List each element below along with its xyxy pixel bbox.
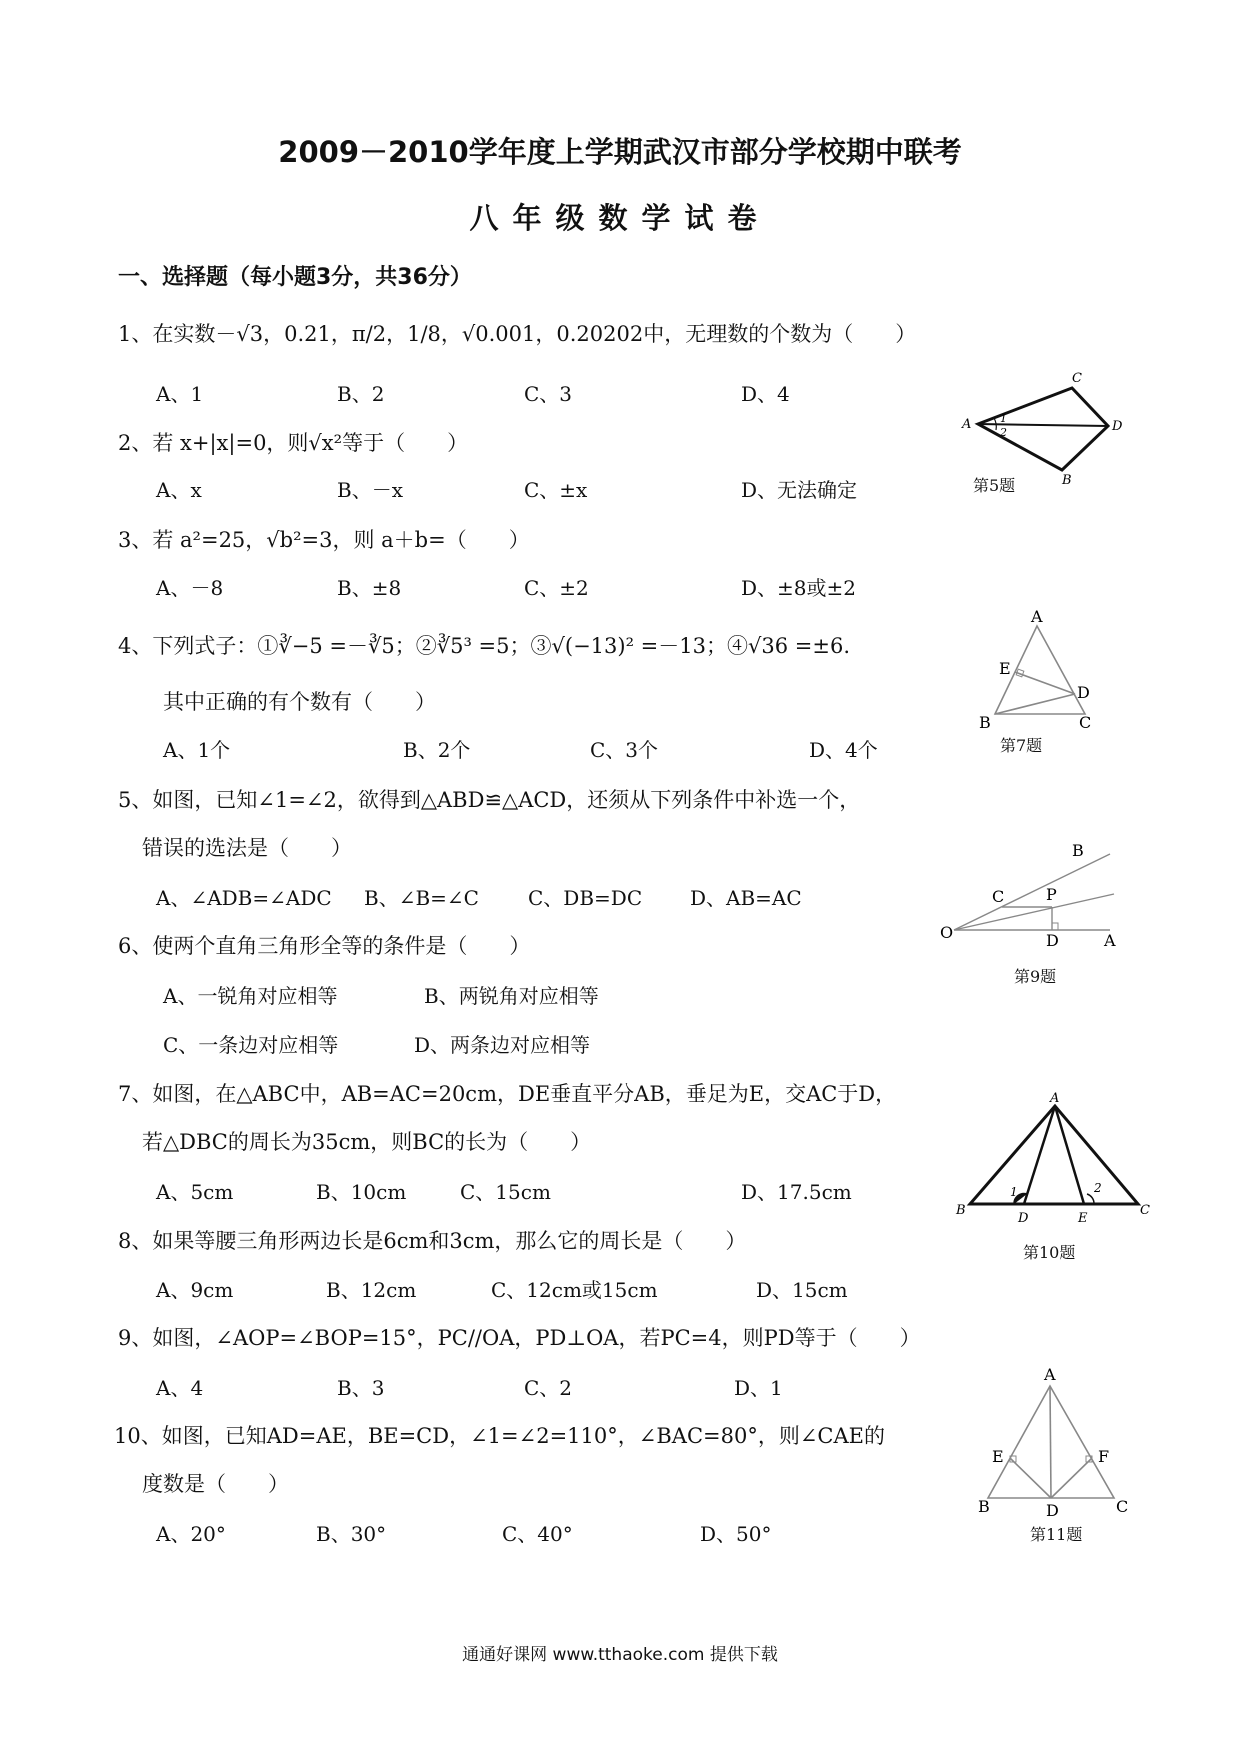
fig7-label-e: E xyxy=(999,659,1011,678)
q5-option-c: C、DB=DC xyxy=(528,886,643,910)
question-1-stem: 1、在实数－√3，0.21，π/2，1/8，√0.001，0.20202中，无理数的个数为（ ） xyxy=(118,322,917,346)
fig10-label-1: 1 xyxy=(1010,1185,1018,1199)
fig9-label-p: P xyxy=(1046,885,1057,904)
fig5-label-d: D xyxy=(1112,419,1123,434)
exam-subtitle: 八年级数学试卷 xyxy=(469,201,771,235)
q10-option-b: B、30° xyxy=(316,1522,387,1546)
q3-option-a: A、－8 xyxy=(156,576,224,600)
question-10-stem: 10、如图，已知AD=AE，BE=CD，∠1=∠2=110°，∠BAC=80°，则∠CAE的 xyxy=(114,1424,886,1448)
figure-7-caption: 第7题 xyxy=(1000,736,1043,755)
figure-10-diagram xyxy=(950,1092,1150,1232)
q7-option-b: B、10cm xyxy=(316,1180,407,1204)
q7-option-c: C、15cm xyxy=(460,1180,551,1204)
q6-option-a: A、一锐角对应相等 xyxy=(163,984,338,1008)
q6-option-d: D、两条边对应相等 xyxy=(414,1033,591,1057)
fig10-label-2: 2 xyxy=(1094,1181,1102,1195)
question-7-stem-cont: 若△DBC的周长为35cm，则BC的长为（ ） xyxy=(142,1130,592,1154)
figure-5-diagram xyxy=(960,370,1130,490)
q1-option-d: D、4 xyxy=(741,382,790,406)
question-5-stem-cont: 错误的选法是（ ） xyxy=(142,836,352,860)
fig7-label-a: A xyxy=(1031,607,1043,626)
q3-option-b: B、±8 xyxy=(337,576,402,600)
q4-option-c: C、3个 xyxy=(590,738,659,762)
q2-option-c: C、±x xyxy=(524,478,588,502)
q9-option-b: B、3 xyxy=(337,1376,385,1400)
fig5-label-1: 1 xyxy=(1000,412,1007,425)
fig10-label-e: E xyxy=(1078,1211,1088,1226)
q6-option-b: B、两锐角对应相等 xyxy=(424,984,599,1008)
fig11-label-e: E xyxy=(992,1447,1004,1466)
q4-option-d: D、4个 xyxy=(809,738,878,762)
figure-9-caption: 第9题 xyxy=(1014,967,1057,986)
fig5-label-a: A xyxy=(962,417,972,432)
fig5-label-b: B xyxy=(1062,473,1072,488)
q1-option-a: A、1 xyxy=(156,382,204,406)
q2-option-a: A、x xyxy=(156,478,202,502)
fig5-label-c: C xyxy=(1072,371,1082,386)
figure-11-caption: 第11题 xyxy=(1030,1525,1083,1544)
q4-option-b: B、2个 xyxy=(403,738,471,762)
q5-option-b: B、∠B=∠C xyxy=(364,886,479,910)
q1-option-b: B、2 xyxy=(337,382,385,406)
figure-9-diagram xyxy=(940,838,1130,948)
q2-option-b: B、－x xyxy=(337,478,403,502)
fig7-label-d: D xyxy=(1077,683,1090,702)
question-4-stem: 4、下列式子：①∛−5 =－∛5；②∛5³ =5；③√(−13)² =－13；④√36 =±6. xyxy=(118,634,851,658)
section-heading: 一、选择题（每小题3分，共36分） xyxy=(118,265,472,290)
fig9-label-o: O xyxy=(940,923,954,942)
fig9-label-a: A xyxy=(1104,931,1116,950)
fig9-label-b: B xyxy=(1072,841,1084,860)
q7-option-a: A、5cm xyxy=(156,1180,234,1204)
exam-title: 2009－2010学年度上学期武汉市部分学校期中联考 xyxy=(278,135,962,169)
q8-option-d: D、15cm xyxy=(756,1278,848,1302)
question-3-stem: 3、若 a²=25，√b²=3，则 a＋b=（ ） xyxy=(118,528,530,552)
q10-option-d: D、50° xyxy=(700,1522,772,1546)
question-6-stem: 6、使两个直角三角形全等的条件是（ ） xyxy=(118,934,531,958)
figure-5-caption: 第5题 xyxy=(973,476,1016,495)
q3-option-d: D、±8或±2 xyxy=(741,576,856,600)
q6-option-c: C、一条边对应相等 xyxy=(163,1033,339,1057)
q9-option-a: A、4 xyxy=(156,1376,204,1400)
question-8-stem: 8、如果等腰三角形两边长是6cm和3cm，那么它的周长是（ ） xyxy=(118,1229,747,1253)
fig11-label-a: A xyxy=(1044,1365,1056,1384)
fig9-label-d: D xyxy=(1046,931,1059,950)
fig10-label-d: D xyxy=(1018,1211,1029,1226)
question-9-stem: 9、如图，∠AOP=∠BOP=15°，PC//OA，PD⊥OA，若PC=4，则PD等于（ ） xyxy=(118,1326,921,1350)
figure-10-caption: 第10题 xyxy=(1023,1243,1076,1262)
q3-option-c: C、±2 xyxy=(524,576,589,600)
q10-option-c: C、40° xyxy=(502,1522,573,1546)
page-footer: 通通好课网 www.tthaoke.com 提供下载 xyxy=(462,1645,778,1665)
q8-option-b: B、12cm xyxy=(326,1278,417,1302)
q5-option-a: A、∠ADB=∠ADC xyxy=(156,886,332,910)
q7-option-d: D、17.5cm xyxy=(741,1180,852,1204)
fig11-label-b: B xyxy=(978,1497,990,1516)
fig10-label-c: C xyxy=(1140,1203,1150,1218)
fig10-label-a: A xyxy=(1050,1091,1060,1106)
q8-option-a: A、9cm xyxy=(156,1278,234,1302)
figure-7-diagram xyxy=(975,608,1095,738)
q10-option-a: A、20° xyxy=(156,1522,226,1546)
question-2-stem: 2、若 x+|x|=0，则√x²等于（ ） xyxy=(118,431,469,455)
fig11-label-f: F xyxy=(1098,1447,1110,1466)
q2-option-d: D、无法确定 xyxy=(741,478,858,502)
q8-option-c: C、12cm或15cm xyxy=(491,1278,658,1302)
question-10-stem-cont: 度数是（ ） xyxy=(142,1472,289,1496)
fig5-label-2: 2 xyxy=(1000,426,1007,439)
question-4-stem-cont: 其中正确的有个数有（ ） xyxy=(163,690,436,714)
fig10-label-b: B xyxy=(956,1203,966,1218)
q9-option-c: C、2 xyxy=(524,1376,573,1400)
q9-option-d: D、1 xyxy=(734,1376,783,1400)
q1-option-c: C、3 xyxy=(524,382,573,406)
fig7-label-b: B xyxy=(979,713,991,732)
q4-option-a: A、1个 xyxy=(163,738,231,762)
fig11-label-d: D xyxy=(1046,1501,1059,1520)
fig7-label-c: C xyxy=(1079,713,1092,732)
question-7-stem: 7、如图，在△ABC中，AB=AC=20cm，DE垂直平分AB，垂足为E，交AC于D， xyxy=(118,1082,897,1106)
fig11-label-c: C xyxy=(1116,1497,1129,1516)
figure-11-diagram xyxy=(966,1362,1136,1522)
fig9-label-c: C xyxy=(992,887,1005,906)
question-5-stem: 5、如图，已知∠1=∠2，欲得到△ABD≌△ACD，还须从下列条件中补选一个， xyxy=(118,788,861,812)
q5-option-d: D、AB=AC xyxy=(690,886,802,910)
